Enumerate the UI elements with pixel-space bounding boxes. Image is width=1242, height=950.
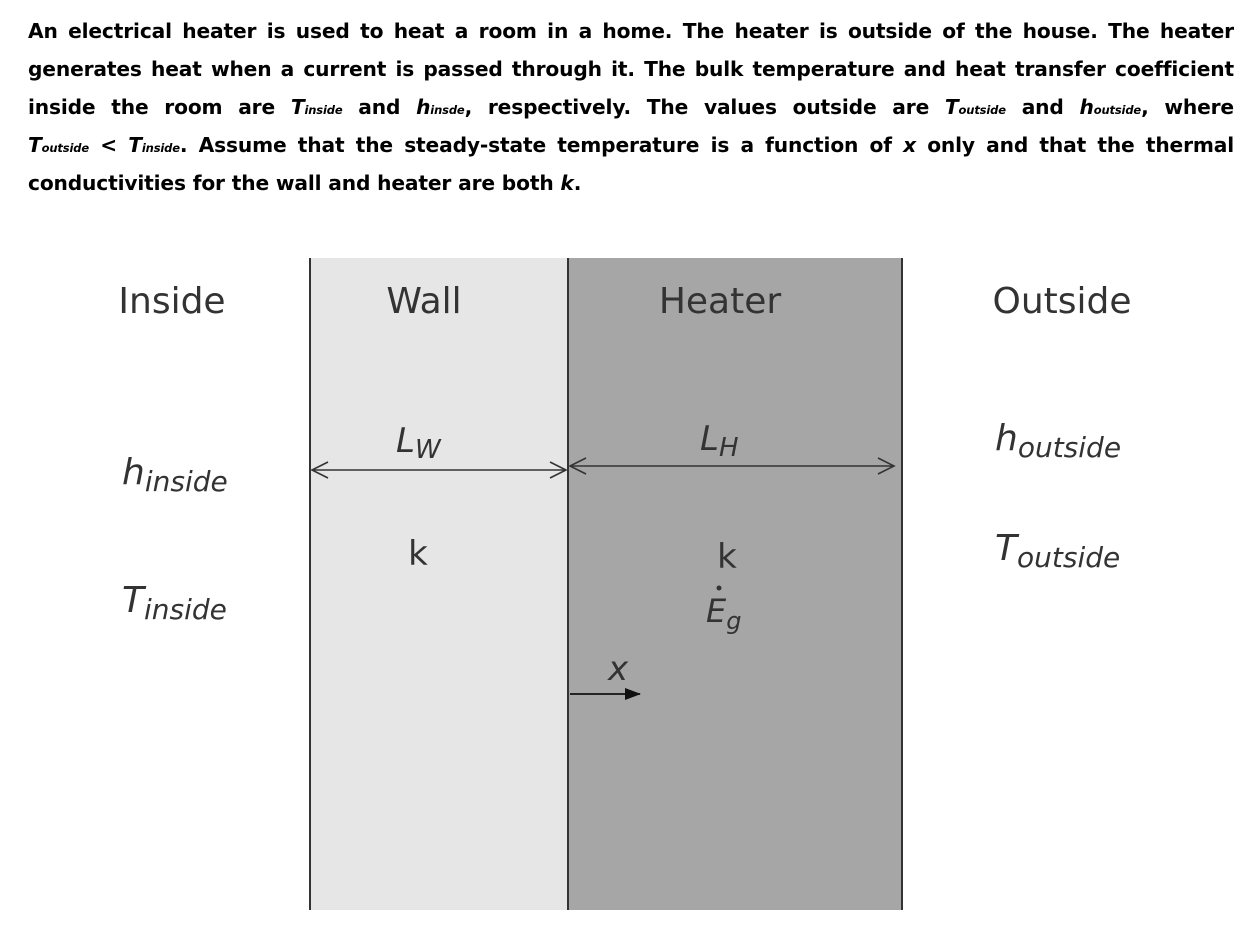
heater-thickness-label: LH xyxy=(700,419,739,463)
problem-line-2: generates heat when a current is passed through it. The bulk temperature and heat transfer coefficient xyxy=(28,57,1234,81)
x-axis-label: x xyxy=(608,649,629,689)
label-outside: Outside xyxy=(992,281,1132,322)
wall-thickness-label: LW xyxy=(396,421,441,465)
wall-conductivity-label: k xyxy=(408,534,428,574)
energy-generation-label: $E_g$ xyxy=(706,592,742,635)
problem-line-5: conductivities for the wall and heater are both k. xyxy=(28,171,582,195)
problem-line-4: Toutside < Tinside. Assume that the steady-state temperature is a function of x only and that the thermal xyxy=(28,133,1235,157)
label-heater: Heater xyxy=(658,281,782,322)
h-inside-label: hinside xyxy=(122,452,228,498)
energy-generation-dot xyxy=(717,586,722,591)
h-outside-label: houtside xyxy=(995,418,1122,464)
problem-line-1: An electrical heater is used to heat a room in a home. The heater is outside of the house. The heater xyxy=(28,19,1234,43)
label-wall: Wall xyxy=(386,281,462,322)
heater-region xyxy=(568,258,902,910)
heater-conductivity-label: k xyxy=(717,537,737,577)
t-inside-label: Tinside xyxy=(122,580,227,626)
wall-region xyxy=(310,258,568,910)
t-outside-label: Toutside xyxy=(995,528,1121,574)
problem-line-3: inside the room are Tinside and hinsde, respectively. The values outside are Toutside and houtside, where xyxy=(28,95,1234,119)
label-inside: Inside xyxy=(118,281,226,322)
